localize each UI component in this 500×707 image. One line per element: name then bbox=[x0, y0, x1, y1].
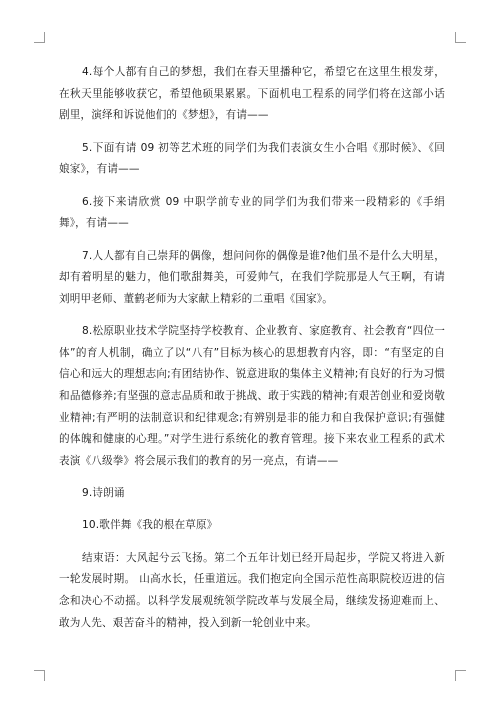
crop-mark-top-right bbox=[455, 32, 466, 43]
paragraph-item-5: 5.下面有请 09 初等艺术班的同学们为我们表演女生小合唱《那时候》、《回娘家》，有请—— bbox=[59, 141, 445, 176]
paragraph-item-8: 8.松原职业技术学院坚持学校教育、企业教育、家庭教育、社会教育“四位一体”的育人机制，确立了以“八有”目标为核心的思想教育内容，即：“有坚定的自信心和远大的理想志向;有团结协作、锐意进取的集体主义精神;有良好的行为习惯和品德修养;有坚强的意志品质和敢于挑战、敢于实践的精神;有艰苦创业和爱岗敬业精神;有严明的法制意识和纪律观念;有辨别是非的能力和自我保护意识;有强健的体魄和健康的心理。”对学生进行系统化的教育管理。接下来农业工程系的武术表演《八级拳》将会展示我们的教育的另一亮点，有请—— bbox=[59, 325, 445, 467]
document-body bbox=[59, 62, 445, 645]
paragraph-item-4: 4.每个人都有自己的梦想，我们在春天里播种它，希望它在这里生根发芽，在秋天里能够收获它，希望他硕果累累。下面机电工程系的同学们将在这部小话剧里，演绎和诉说他们的《梦想》，有请—— bbox=[59, 66, 445, 122]
closing-remarks: 结束语：大风起兮云飞扬。第二个五年计划已经开局起步，学院又将进入新一轮发展时期。 山高水长，任重道远。我们抱定向全国示范性高职院校迈进的信念和决心不动摇。以科学发展观统领学院改革与发展全局，继续发扬迎难而上、敢为人先、艰苦奋斗的精神，投入到新一轮创业中来。 bbox=[59, 551, 445, 629]
paragraph-item-10: 10.歌伴舞《我的根在草原》 bbox=[82, 519, 218, 532]
paragraph-item-7: 7.人人都有自己崇拜的偶像，想问问你的偶像是谁?他们虽不是什么大明星，却有着明星的魅力，他们歌甜舞美，可爱帅气，在我们学院那是人气王啊，有请刘明甲老师、董鹤老师为大家献上精彩的二重唱《国家》。 bbox=[59, 249, 445, 305]
paragraph-item-9: 9.诗朗诵 bbox=[82, 487, 125, 500]
paragraph-item-6: 6.接下来请欣赏 09 中职学前专业的同学们为我们带来一段精彩的《手绢舞》，有请—— bbox=[59, 195, 445, 230]
crop-mark-top-left bbox=[34, 32, 45, 43]
crop-mark-bottom-right bbox=[455, 670, 466, 681]
crop-mark-bottom-left bbox=[34, 670, 45, 681]
